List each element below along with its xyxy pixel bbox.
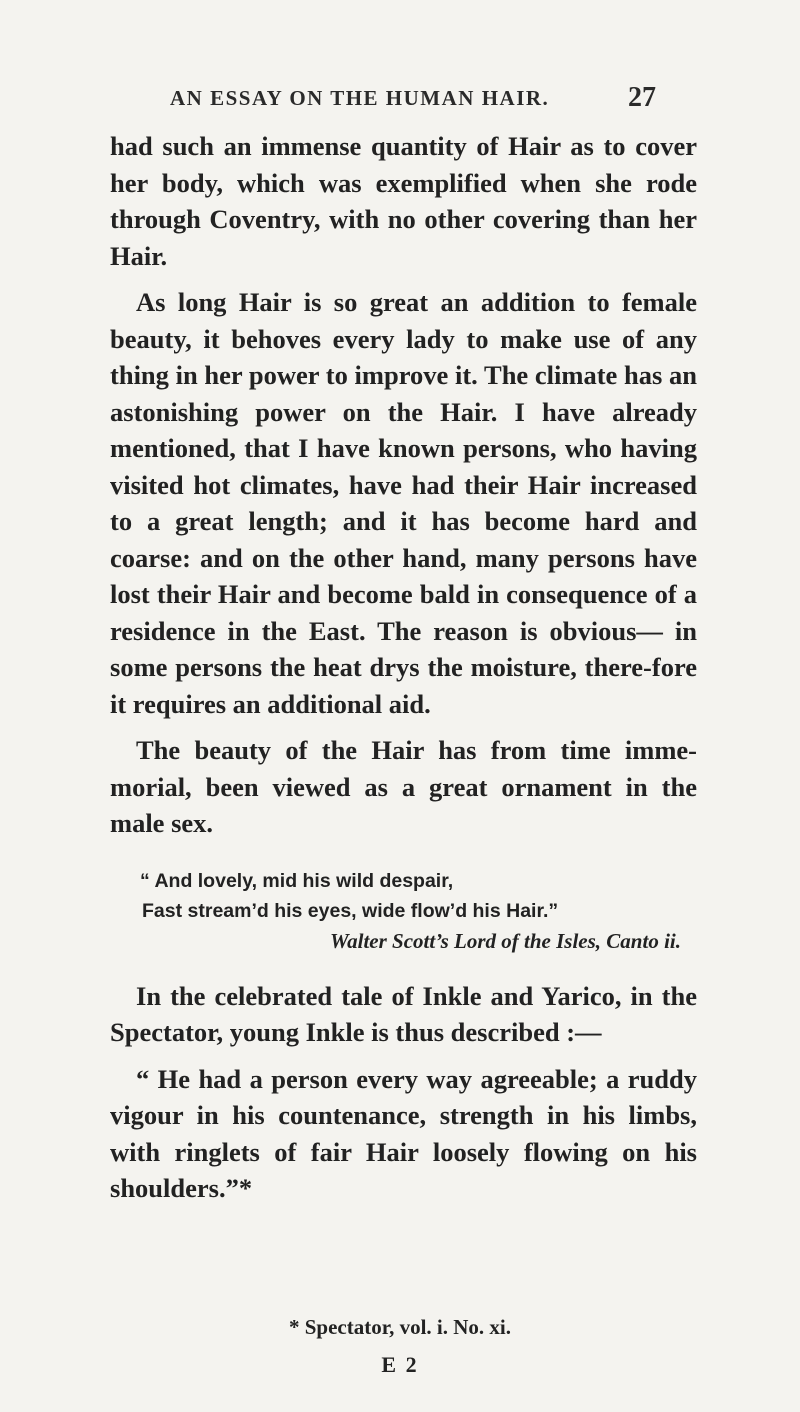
verse-quotation [110,866,697,956]
paragraph-continued: had such an immense quantity of Hair as to cover her body, which was exemplified when she rode through Coventry, with no other covering than her Hair. [110,131,697,271]
page-number: 27 [628,82,656,113]
verse-line-2: Fast stream’d his eyes, wide flow’d his Hair.” [142,899,559,922]
verse-line-1: “ And lovely, mid his wild despair, [140,869,454,892]
paragraph-inkle-quote: “ He had a person every way agreeable; a ruddy vigour in his countenance, strength in his limbs, with ringlets of fair Hair loosely flowing on his shoulders.”* [110,1063,697,1203]
paragraph-climate: As long Hair is so great an addition to female beauty, it behoves every lady to make use of any thing in her power to improve it. The climate has an astonishing power on the Hair. I have already mentioned, that I have known persons, who having visited hot climates, have had their Hair increased to a great length; and it has become hard and coarse: and on the other hand, many persons have lost their Hair and become bald in consequence of a residence in the East. The reason is obvious— in some persons the heat drys the moisture, there-fore it requires an additional aid. [110,287,697,719]
page-header [0,82,800,116]
running-title: AN ESSAY ON THE HUMAN HAIR. [170,86,550,110]
verse-attribution: Walter Scott’s Lord of the Isles, Canto ii. [330,928,681,953]
footnote: * Spectator, vol. i. No. xi. [288,1315,512,1339]
signature-mark: E 2 [381,1352,419,1377]
paragraph-inkle-yarico: In the celebrated tale of Inkle and Yarico, in the Spectator, young Inkle is thus described :— [110,980,697,1047]
body-text [110,128,697,1207]
paragraph-male-beauty: The beauty of the Hair has from time imme-morial, been viewed as a great ornament in the male sex. [110,735,697,838]
